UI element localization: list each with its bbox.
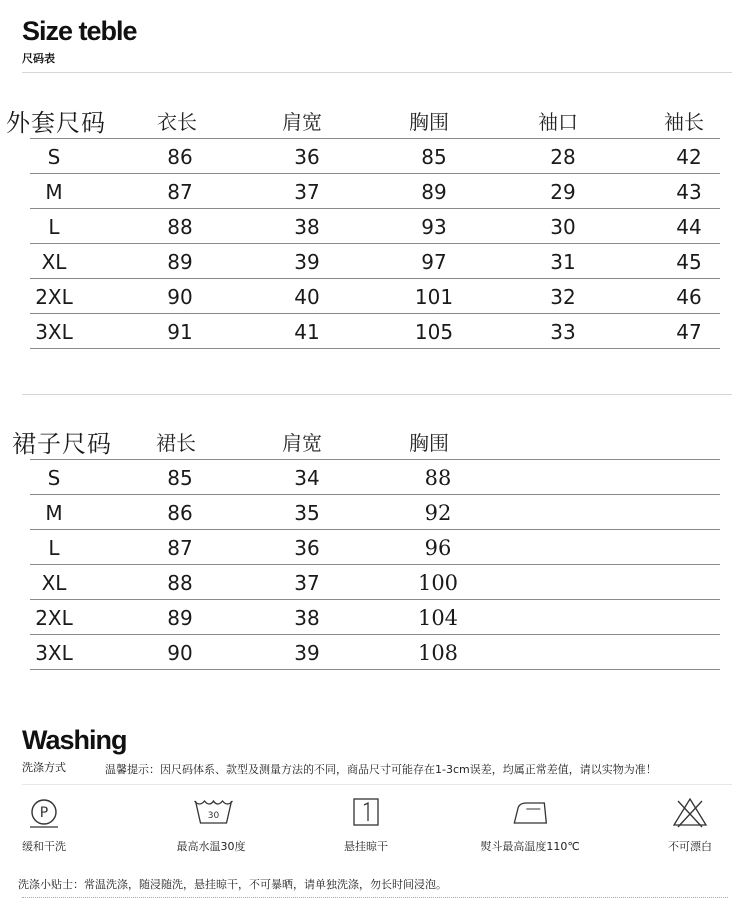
svg-text:P: P — [39, 805, 49, 821]
measurement-value: 89 — [167, 606, 193, 630]
size-label: L — [48, 536, 60, 560]
iron-icon — [510, 795, 550, 829]
measurement-value: 41 — [294, 320, 320, 344]
care-item-hang-dry — [344, 795, 388, 854]
column-header: 肩宽 — [282, 110, 322, 134]
measurement-value: 45 — [676, 250, 702, 274]
measurement-value: 87 — [167, 536, 193, 560]
measurement-value: 86 — [167, 501, 193, 525]
measurement-value: 38 — [294, 606, 320, 630]
skirt-table-body — [0, 460, 750, 670]
size-note: 温馨提示：因尺码体系、款型及测量方法的不同，商品尺寸可能存在1-3cm误差，均属正常差值，请以实物为准！ — [105, 763, 657, 776]
size-title-en: Size teble — [22, 16, 137, 46]
measurement-value: 39 — [294, 641, 320, 665]
measurement-value: 88 — [167, 571, 193, 595]
size-label: S — [47, 145, 61, 169]
care-label: 缓和干洗 — [22, 840, 66, 853]
measurement-value: 38 — [294, 215, 320, 239]
care-item-iron — [480, 795, 579, 854]
measurement-value: 31 — [550, 250, 576, 274]
skirt-row-xl — [30, 565, 720, 600]
measurement-value: 29 — [550, 180, 576, 204]
column-header: 袖长 — [664, 110, 704, 134]
skirt-row-3xl — [30, 635, 720, 670]
size-label: 3XL — [35, 641, 73, 665]
jacket-table-title: 外套尺码 — [6, 109, 106, 137]
size-label: XL — [41, 250, 67, 274]
measurement-value: 86 — [167, 145, 193, 169]
size-label: L — [48, 215, 60, 239]
care-label: 最高水温30度 — [176, 840, 246, 853]
column-header: 胸围 — [409, 110, 449, 134]
divider — [22, 394, 732, 395]
size-label: XL — [41, 571, 67, 595]
size-label: 3XL — [35, 320, 73, 344]
jacket-row-xl — [30, 244, 720, 279]
care-item-wash-temp — [177, 795, 246, 854]
skirt-row-m — [30, 495, 720, 530]
measurement-value: 85 — [421, 145, 447, 169]
jacket-table-header — [0, 101, 750, 139]
care-label: 不可漂白 — [668, 840, 712, 853]
skirt-row-l — [30, 530, 720, 565]
measurement-value: 101 — [414, 285, 454, 309]
measurement-value: 105 — [414, 320, 454, 344]
wash-temp-text: 30 — [207, 811, 219, 821]
size-label: M — [45, 180, 63, 204]
care-item-no-bleach — [668, 795, 712, 854]
measurement-value: 89 — [167, 250, 193, 274]
measurement-value: 44 — [676, 215, 702, 239]
measurement-value: 46 — [676, 285, 702, 309]
column-header: 胸围 — [409, 431, 449, 455]
skirt-row-2xl — [30, 600, 720, 635]
measurement-value: 34 — [294, 466, 320, 490]
jacket-row-3xl — [30, 314, 720, 349]
measurement-value: 89 — [421, 180, 447, 204]
column-header: 袖口 — [538, 110, 578, 134]
measurement-value: 32 — [550, 285, 576, 309]
washing-tip: 洗涤小贴士：常温洗涤，随浸随洗，悬挂晾干，不可暴晒，请单独洗涤，勿长时间浸泡。 — [18, 878, 447, 891]
measurement-value: 87 — [167, 180, 193, 204]
dry-clean-icon — [24, 795, 64, 829]
divider — [22, 784, 732, 785]
care-label: 悬挂晾干 — [344, 840, 388, 853]
skirt-size-table — [0, 422, 750, 670]
measurement-value: 97 — [421, 250, 447, 274]
measurement-value: 85 — [167, 466, 193, 490]
measurement-value: 42 — [676, 145, 702, 169]
measurement-value: 37 — [294, 571, 320, 595]
washing-title-en: Washing — [22, 725, 127, 755]
washing-title-cn: 洗涤方式 — [22, 761, 66, 774]
measurement-value: 92 — [424, 501, 452, 525]
measurement-value: 91 — [167, 320, 193, 344]
column-header: 裙长 — [156, 431, 196, 455]
jacket-size-table — [0, 101, 750, 349]
measurement-value: 108 — [417, 641, 459, 665]
size-title-cn: 尺码表 — [22, 52, 55, 65]
measurement-value: 30 — [550, 215, 576, 239]
jacket-row-s — [30, 139, 720, 174]
measurement-value: 35 — [294, 501, 320, 525]
wash-tub-icon — [191, 795, 231, 829]
column-header: 肩宽 — [282, 431, 322, 455]
measurement-value: 28 — [550, 145, 576, 169]
measurement-value: 96 — [424, 536, 452, 560]
measurement-value: 47 — [676, 320, 702, 344]
measurement-value: 90 — [167, 285, 193, 309]
size-label: S — [47, 466, 61, 490]
measurement-value: 90 — [167, 641, 193, 665]
measurement-value: 40 — [294, 285, 320, 309]
measurement-value: 37 — [294, 180, 320, 204]
size-section-header — [22, 18, 137, 66]
divider — [22, 72, 732, 73]
hang-dry-icon — [346, 795, 386, 829]
measurement-value: 36 — [294, 536, 320, 560]
column-header: 衣长 — [157, 110, 197, 134]
jacket-row-m — [30, 174, 720, 209]
jacket-table-body — [0, 139, 750, 349]
jacket-row-l — [30, 209, 720, 244]
care-label: 熨斗最高温度110℃ — [480, 840, 580, 853]
jacket-row-2xl — [30, 279, 720, 314]
measurement-value: 88 — [424, 466, 452, 490]
measurement-value: 93 — [421, 215, 447, 239]
measurement-value: 100 — [417, 571, 459, 595]
measurement-value: 39 — [294, 250, 320, 274]
skirt-row-s — [30, 460, 720, 495]
no-bleach-icon — [670, 795, 710, 829]
size-label: 2XL — [35, 606, 73, 630]
size-label: 2XL — [35, 285, 73, 309]
care-item-dry-clean — [22, 795, 66, 854]
measurement-value: 104 — [417, 606, 459, 630]
skirt-table-title: 裙子尺码 — [12, 430, 112, 458]
measurement-value: 36 — [294, 145, 320, 169]
measurement-value: 43 — [676, 180, 702, 204]
measurement-value: 88 — [167, 215, 193, 239]
skirt-table-header — [0, 422, 750, 460]
measurement-value: 33 — [550, 320, 576, 344]
dotted-divider — [22, 897, 728, 898]
size-label: M — [45, 501, 63, 525]
